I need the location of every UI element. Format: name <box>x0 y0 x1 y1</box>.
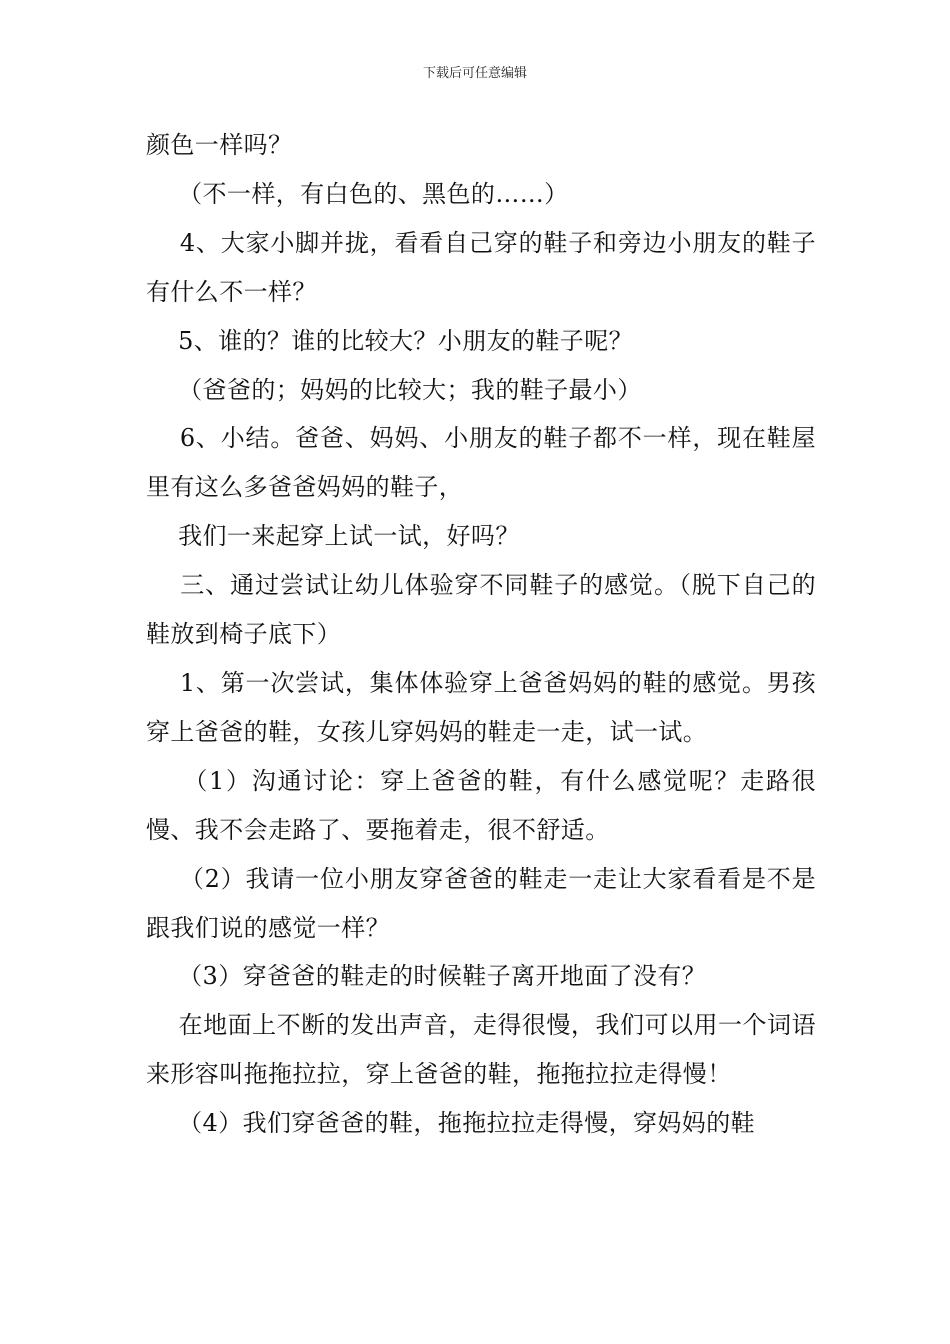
paragraph: 颜色一样吗？ <box>146 131 293 159</box>
paragraph: （1）沟通讨论：穿上爸爸的鞋，有什么感觉呢？走路很慢、我不会走路了、要拖着走，很不舒适。 <box>146 766 816 844</box>
paragraph: 6、小结。爸爸、妈妈、小朋友的鞋子都不一样，现在鞋屋里有这么多爸爸妈妈的鞋子， <box>146 424 816 502</box>
paragraph: （4）我们穿爸爸的鞋，拖拖拉拉走得慢，穿妈妈的鞋 <box>146 1109 755 1138</box>
paragraph: （3）穿爸爸的鞋走的时候鞋子离开地面了没有？ <box>146 962 707 991</box>
paragraph: 5、谁的？谁的比较大？小朋友的鞋子呢？ <box>146 326 633 355</box>
paragraph: 三、通过尝试让幼儿体验穿不同鞋子的感觉。（脱下自己的鞋放到椅子底下） <box>146 571 816 649</box>
page-header: 下载后可任意编辑 <box>422 66 527 81</box>
paragraph: （2）我请一位小朋友穿爸爸的鞋走一走让大家看看是不是跟我们说的感觉一样？ <box>146 864 816 942</box>
document-body <box>146 121 816 1148</box>
paragraph: 在地面上不断的发出声音，走得很慢，我们可以用一个词语来形容叫拖拖拉拉，穿上爸爸的鞋，拖拖拉拉走得慢！ <box>146 1011 816 1089</box>
paragraph: 4、大家小脚并拢，看看自己穿的鞋子和旁边小朋友的鞋子有什么不一样？ <box>146 228 816 306</box>
paragraph: 我们一来起穿上试一试，好吗？ <box>146 522 520 551</box>
paragraph: 1、第一次尝试，集体体验穿上爸爸妈妈的鞋的感觉。男孩穿上爸爸的鞋，女孩儿穿妈妈的鞋走一走，试一试。 <box>146 668 816 746</box>
paragraph: （爸爸的；妈妈的比较大；我的鞋子最小） <box>146 375 642 404</box>
paragraph: （不一样，有白色的、黑色的……） <box>146 179 569 208</box>
